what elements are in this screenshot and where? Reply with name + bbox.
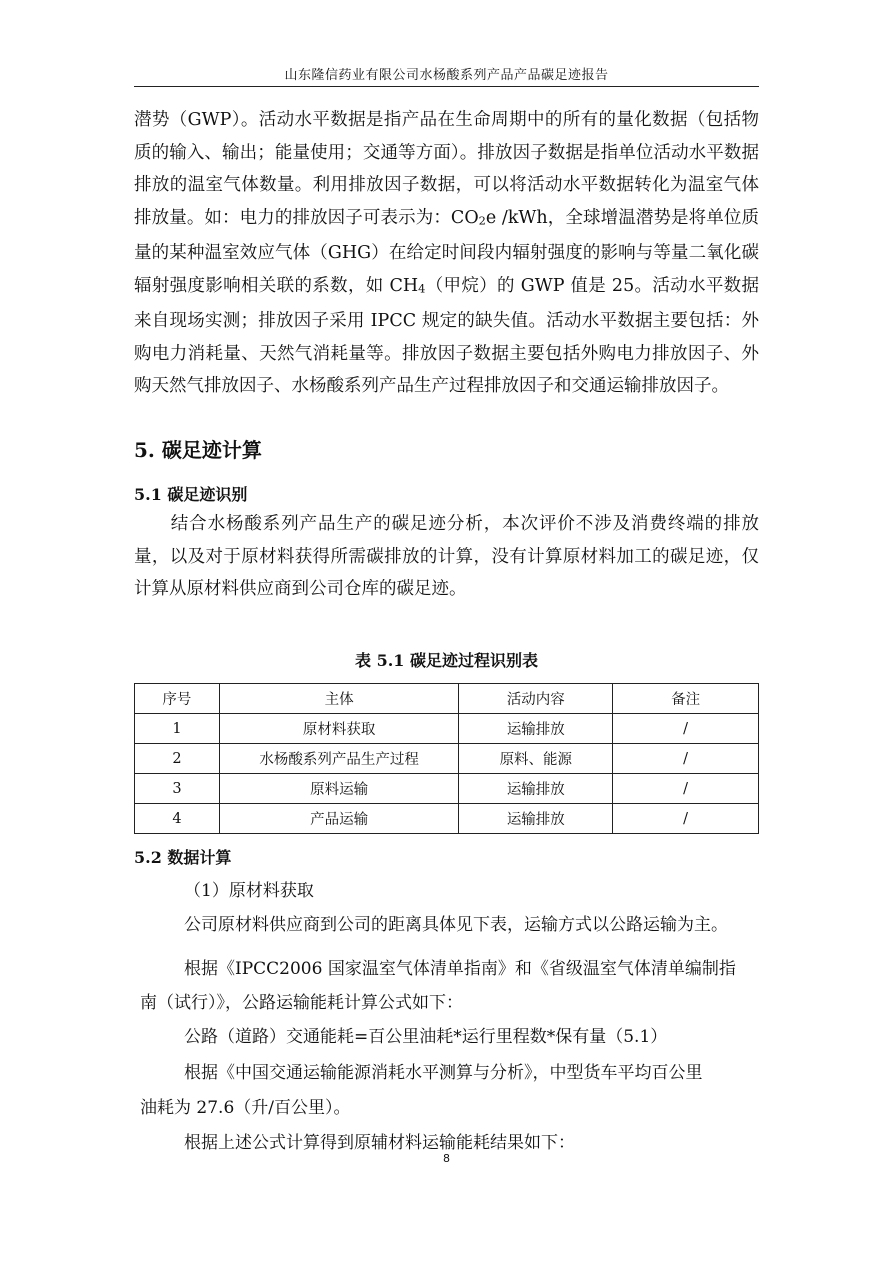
table-cell: / (613, 774, 759, 804)
result-intro: 根据上述公式计算得到原辅材料运输能耗结果如下： (184, 1133, 575, 1153)
table-row (135, 774, 759, 804)
fuel-reference-line-1: 根据《中国交通运输能源消耗水平测算与分析》，中型货车平均百公里 (184, 1063, 703, 1083)
ipcc-reference-line-2: 南（试行）》，公路运输能耗计算公式如下： (140, 993, 463, 1013)
running-header: 山东隆信药业有限公司水杨酸系列产品产品碳足迹报告 (284, 68, 609, 83)
energy-formula: 公路（道路）交通能耗=百公里油耗*运行里程数*保有量（5.1） (184, 1027, 668, 1047)
table-row (135, 744, 759, 774)
table-header-row (135, 684, 759, 714)
section-5-1-heading: 5.1 碳足迹识别 (134, 485, 248, 504)
header-cell: 主体 (219, 684, 459, 714)
section-5-2-heading: 5.2 数据计算 (134, 848, 232, 867)
section-5-1-paragraph: 结合水杨酸系列产品生产的碳足迹分析，本次评价不涉及消费终端的排放量，以及对于原材料获得所需碳排放的计算，没有计算原材料加工的碳足迹，仅计算从原材料供应商到公司仓库的碳足迹。 (134, 514, 759, 600)
table-cell: 4 (135, 804, 220, 834)
subscript-2: 2 (478, 213, 486, 228)
table-cell: / (613, 804, 759, 834)
header-rule (134, 86, 759, 87)
page-number: 8 (443, 1152, 450, 1165)
table-cell: 原材料获取 (219, 714, 459, 744)
table-cell: / (613, 714, 759, 744)
table-cell: 1 (135, 714, 220, 744)
header-cell: 活动内容 (459, 684, 613, 714)
section-5-heading: 5. 碳足迹计算 (134, 438, 262, 462)
table-row (135, 714, 759, 744)
header-cell: 序号 (135, 684, 220, 714)
table-cell: 运输排放 (459, 774, 613, 804)
intro-paragraph: 潜势（GWP）。活动水平数据是指产品在生命周期中的所有的量化数据（包括物质的输入、输出；能量使用；交通等方面）。排放因子数据是指单位活动水平数据排放的温室气体数量。利用排放因子数据，可以将活动水平数据转化为温室气体排放量。如：电力的排放因子可表示为：CO2e /kWh，全球增温潜势是将单位质量的某种温室效应气体（GHG）在给定时间段内辐射强度的影响与等量二氧化碳辐射强度影响相关联的系数，如 CH4（甲烷）的 GWP 值是 25。活动水平数据来自现场实测；排放因子采用 IPCC 规定的缺失值。活动水平数据主要包括：外购电力消耗量、天然气消耗量等。排放因子数据主要包括外购电力排放因子、外购天然气排放因子、水杨酸系列产品生产过程排放因子和交通运输排放因子。 (134, 110, 760, 397)
header-cell: 备注 (613, 684, 759, 714)
table-caption: 表 5.1 碳足迹过程识别表 (355, 651, 538, 670)
item-raw-material: （1）原材料获取 (184, 881, 314, 901)
table-cell: 产品运输 (219, 804, 459, 834)
carbon-process-table (134, 683, 759, 834)
distance-note: 公司原材料供应商到公司的距离具体见下表，运输方式以公路运输为主。 (184, 915, 728, 935)
table-cell: / (613, 744, 759, 774)
table-cell: 运输排放 (459, 714, 613, 744)
table-cell: 原料运输 (219, 774, 459, 804)
table-cell: 运输排放 (459, 804, 613, 834)
table-cell: 水杨酸系列产品生产过程 (219, 744, 459, 774)
subscript-4: 4 (418, 281, 426, 296)
fuel-reference-line-2: 油耗为 27.6（升/百公里）。 (140, 1098, 351, 1118)
ipcc-reference-line-1: 根据《IPCC2006 国家温室气体清单指南》和《省级温室气体清单编制指 (184, 959, 736, 979)
table-cell: 2 (135, 744, 220, 774)
table-cell: 原料、能源 (459, 744, 613, 774)
table-row (135, 804, 759, 834)
table-cell: 3 (135, 774, 220, 804)
